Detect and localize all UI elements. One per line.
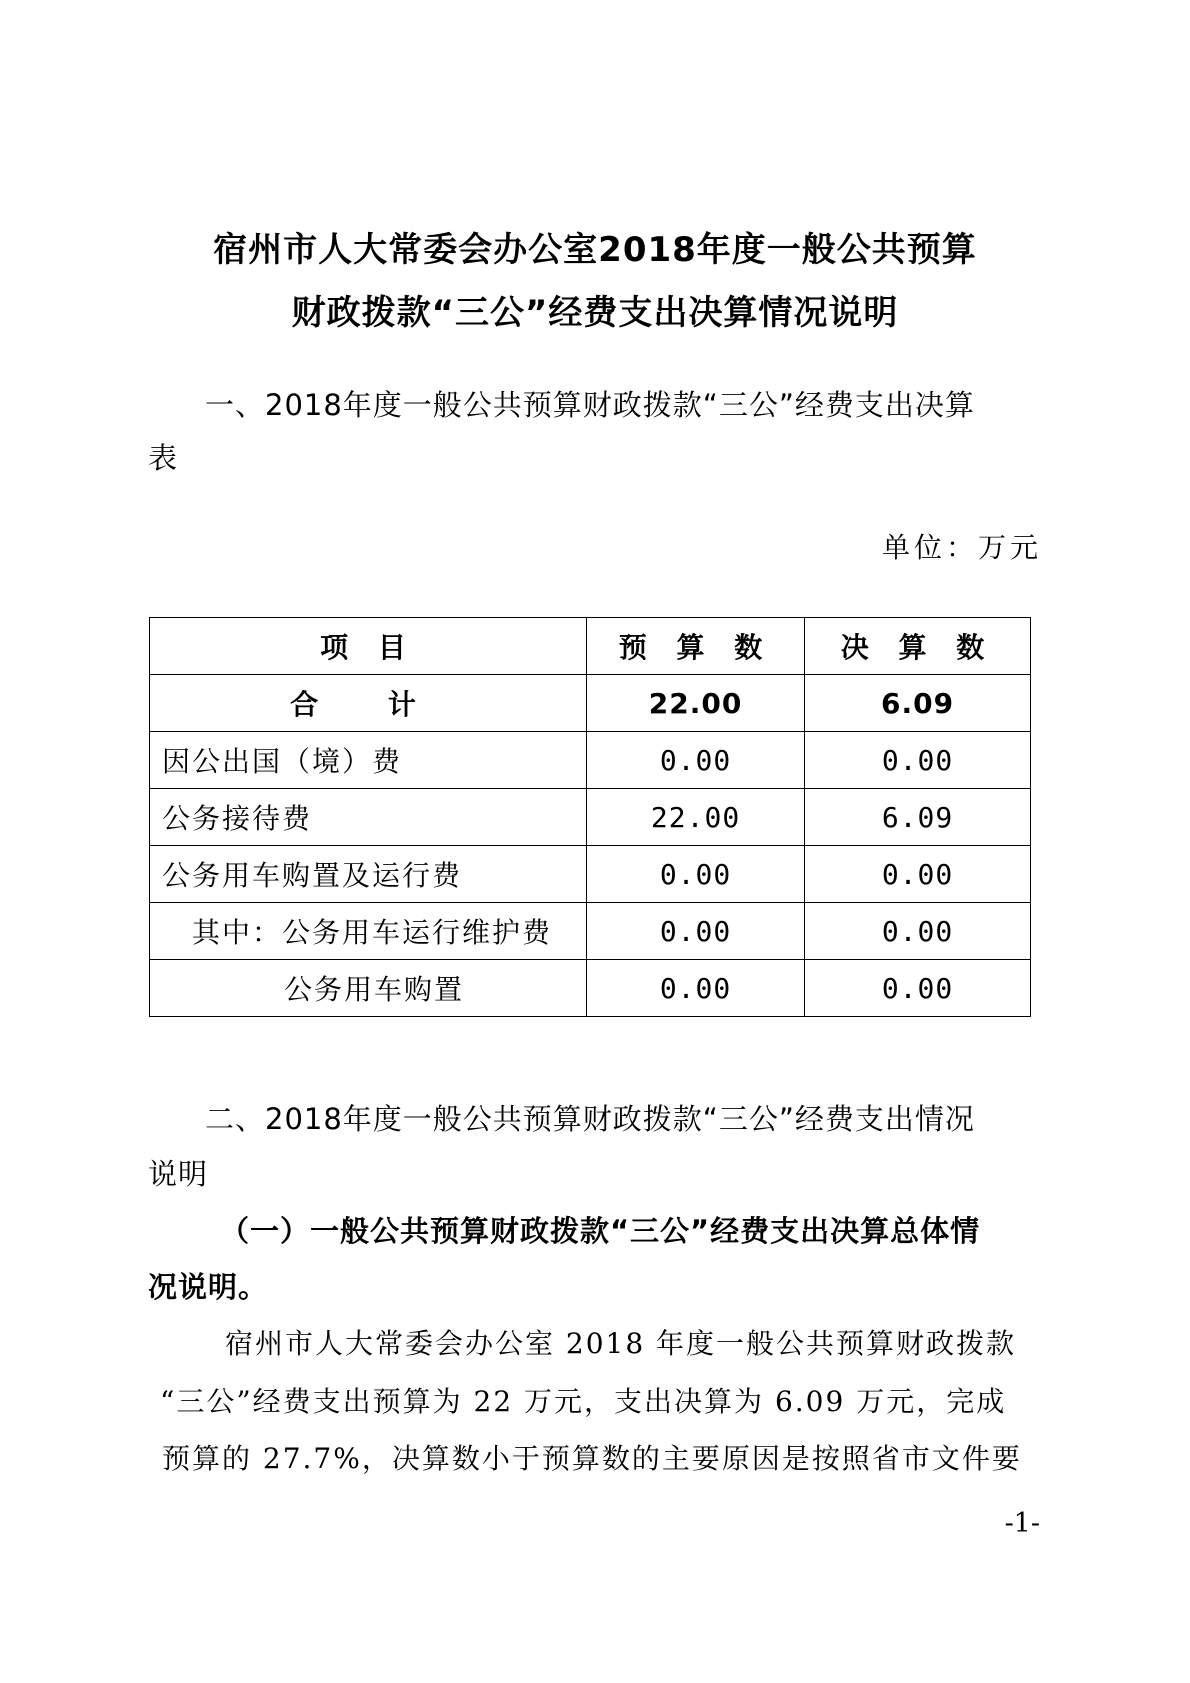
section1-heading: 一、2018年度一般公共预算财政拨款“三公”经费支出决算 (205, 388, 975, 422)
subsection-heading: （一）一般公共预算财政拨款“三公”经费支出决算总体情 (220, 1214, 981, 1248)
unit-label: 单位：万元 (881, 531, 1042, 564)
header-budget: 预 算 数 (587, 618, 805, 675)
row-budget: 22.00 (587, 789, 805, 846)
section2-heading-cont: 说明 (148, 1157, 209, 1191)
header-item: 项 目 (150, 618, 587, 675)
table-row (150, 960, 1031, 1017)
table-row (150, 789, 1031, 846)
budget-table (149, 617, 1031, 1017)
row-final: 0.00 (805, 960, 1031, 1017)
row-final: 0.00 (805, 903, 1031, 960)
row-label: 其中：公务用车运行维护费 (150, 903, 587, 960)
row-final: 6.09 (805, 789, 1031, 846)
page-number: -1- (1004, 1508, 1040, 1539)
row-final: 0.00 (805, 732, 1031, 789)
table-header-row (150, 618, 1031, 675)
row-label: 公务用车购置及运行费 (150, 846, 587, 903)
header-final: 决 算 数 (805, 618, 1031, 675)
row-final: 0.00 (805, 846, 1031, 903)
section1-heading-cont: 表 (148, 441, 179, 475)
table-row-total (150, 675, 1031, 732)
table-row (150, 903, 1031, 960)
row-budget: 0.00 (587, 732, 805, 789)
row-budget: 0.00 (587, 960, 805, 1017)
table-row (150, 732, 1031, 789)
paragraph-line: 宿州市人大常委会办公室 2018 年度一般公共预算财政拨款 (225, 1327, 1017, 1360)
paragraph-line: 预算的 27.7%，决算数小于预算数的主要原因是按照省市文件要 (162, 1442, 1022, 1475)
total-label: 合 计 (150, 675, 587, 732)
row-label: 因公出国（境）费 (150, 732, 587, 789)
table-row (150, 846, 1031, 903)
total-final: 6.09 (805, 675, 1031, 732)
document-title-line1: 宿州市人大常委会办公室2018年度一般公共预算 (213, 230, 977, 270)
row-label: 公务用车购置 (150, 960, 587, 1017)
row-label: 公务接待费 (150, 789, 587, 846)
subsection-heading-cont: 况说明。 (148, 1270, 269, 1304)
document-title-line2: 财政拨款“三公”经费支出决算情况说明 (291, 293, 899, 333)
row-budget: 0.00 (587, 846, 805, 903)
row-budget: 0.00 (587, 903, 805, 960)
total-budget: 22.00 (587, 675, 805, 732)
section2-heading: 二、2018年度一般公共预算财政拨款“三公”经费支出情况 (205, 1102, 975, 1136)
paragraph-line: “三公”经费支出预算为 22 万元，支出决算为 6.09 万元，完成 (160, 1385, 1007, 1418)
